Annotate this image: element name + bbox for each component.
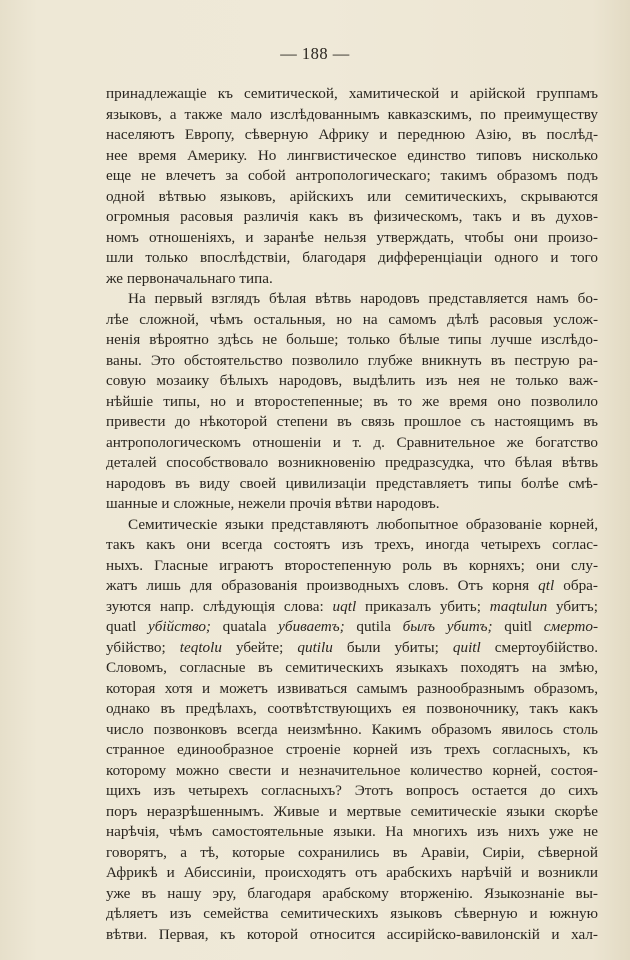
text-run: quatl <box>106 618 137 635</box>
text-line <box>106 699 598 720</box>
text-run: Африкѣ и Абиссиніи, происходятъ отъ арабскихъ нарѣчій и возникли <box>106 864 598 881</box>
text-line <box>106 84 598 105</box>
text-line <box>106 412 598 433</box>
text-line <box>106 330 598 351</box>
text-line <box>106 843 598 864</box>
text-run: На первый взглядъ бѣлая вѣтвь народовъ представляется намъ бо- <box>128 290 598 307</box>
text-run: такъ какъ они всегда состоятъ изъ трехъ, иногда четырехъ соглас- <box>106 536 598 553</box>
text-run: которому можно свести и незначительное количество корней, состоя- <box>106 761 598 779</box>
text-run: вѣтви. Первая, къ которой относится ассирійско-вавилонскій и хал- <box>106 925 598 943</box>
text-run: огромныя расовыя различія какъ въ физическомъ, такъ и въ духов- <box>106 208 598 225</box>
text-run: которая хотя и можетъ извиваться самымъ разнообразнымъ образомъ, <box>106 679 598 697</box>
text-run: уже въ нашу эру, благодаря арабскому вторженію. Языкознаніе вы- <box>106 884 598 902</box>
text-run: нѣйшіе типы, но и второстепенные; въ то же время оно позволило <box>106 392 598 410</box>
text-run: шанные и сложные, нежели прочія вѣтви народовъ. <box>106 495 440 512</box>
text-line <box>106 105 598 126</box>
text-line <box>106 248 598 269</box>
text-run: Словомъ, согласные въ семитическихъ языкахъ походятъ на змѣю, <box>106 659 598 676</box>
text-line <box>106 720 598 741</box>
text-run: одной вѣтвью языковъ, арійскихъ или семитическихъ, скрываются <box>106 187 598 205</box>
text-run: народовъ въ виду своей цивилизаціи представляетъ типы болѣе смѣ- <box>106 474 598 492</box>
text-run: приказалъ убить; <box>356 597 490 615</box>
text-run: антропологическомъ отношеніи и т. д. Сравнительное же богатство <box>106 433 598 451</box>
text-run: лѣе сложной, чѣмъ остальныя, но на самомъ дѣлѣ расовыя услож- <box>106 310 598 328</box>
text-run: деталей способствовало возникновенію предразсудка, что бѣлая вѣтвь <box>106 454 598 471</box>
text-run: говорятъ, а тѣ, которые сохранились въ Аравіи, Сиріи, сѣверной <box>106 843 598 861</box>
text-run: число позвонковъ всегда неизмѣнно. Какимъ образомъ явилось столь <box>106 720 598 738</box>
text-line <box>106 576 598 597</box>
text-line <box>106 187 598 208</box>
text-run: были убиты; <box>332 638 453 656</box>
text-line <box>106 822 598 843</box>
text-line <box>106 638 598 659</box>
text-line <box>106 433 598 454</box>
text-run: смертоубійство. <box>480 638 598 656</box>
text-run: жатъ лишь для образованія производныхъ словъ. Отъ корня <box>106 577 539 594</box>
text-line <box>106 740 598 761</box>
text-run: же первоначальнаго типа. <box>106 269 273 287</box>
text-line <box>106 761 598 782</box>
text-run: поръ неразрѣшеннымъ. Живые и мертвые семитическіе языки скорѣе <box>106 802 598 820</box>
transliteration: смерто- <box>532 618 598 635</box>
text-line <box>106 802 598 823</box>
text-run: щихъ изъ четырехъ согласныхъ? Этотъ вопросъ остается до сихъ <box>106 782 598 799</box>
text-run: еще не влечетъ за собой антропологическаго; такимъ образомъ подъ <box>106 167 598 184</box>
text-line <box>106 207 598 228</box>
page-number: — 188 — <box>280 44 350 63</box>
transliteration: maqtulun <box>489 597 548 615</box>
text-line <box>106 166 598 187</box>
text-line <box>106 597 598 618</box>
text-run: убійство; <box>106 638 180 656</box>
text-line <box>106 228 598 249</box>
text-line <box>106 310 598 331</box>
text-line <box>106 904 598 925</box>
text-line <box>106 515 598 536</box>
text-run: quatala <box>222 618 267 635</box>
text-line <box>106 556 598 577</box>
text-run: совую мозаику бѣлыхъ народовъ, выдѣлить изъ нея не только важ- <box>106 372 598 389</box>
text-run: языковъ, а также мало изслѣдованнымъ кавказскимъ, по преимуществу <box>106 105 598 123</box>
text-run: нее время Америку. Но лингвистическое единство типовъ нисколько <box>106 146 598 164</box>
text-run: убитъ; <box>547 597 598 615</box>
text-line <box>106 371 598 392</box>
text-run: зуются напр. слѣдующія слова: <box>106 597 333 615</box>
transliteration: qtl <box>538 577 555 594</box>
text-run: населяютъ Европу, сѣверную Африку и переднюю Азію, въ послѣд- <box>106 126 598 143</box>
transliteration: убійство; <box>136 618 223 635</box>
text-run: ваны. Это обстоятельство позволило глубже вникнуть въ пеструю ра- <box>106 351 598 369</box>
text-run: шли только впослѣдствіи, благодаря дифференціаціи одного и того <box>106 249 598 266</box>
text-line <box>106 535 598 556</box>
text-run: номъ отношеніяхъ, и заранѣе нельзя утверждать, чтобы они произо- <box>106 228 598 246</box>
text-line <box>106 269 598 290</box>
text-run: принадлежащіе къ семитической, хамитической и арійской группамъ <box>106 85 598 102</box>
text-run: нарѣчія, чѣмъ самостоятельные языки. На многихъ изъ нихъ уже не <box>106 823 598 840</box>
text-run: ныхъ. Гласные играютъ второстепенную роль въ корняхъ; они слу- <box>106 556 598 574</box>
transliteration: убиваетъ; <box>266 618 357 635</box>
text-line <box>106 146 598 167</box>
transliteration: teqtolu <box>179 638 222 656</box>
body-text <box>106 84 598 945</box>
text-run: странное единообразное строеніе корней изъ трехъ согласныхъ, къ <box>106 741 598 758</box>
text-run: Семитическіе языки представляютъ любопытное образованіе корней, <box>128 515 598 533</box>
text-line <box>106 863 598 884</box>
transliteration: uqtl <box>332 597 357 615</box>
text-line <box>106 679 598 700</box>
text-run: qutila <box>356 618 391 635</box>
text-line <box>106 351 598 372</box>
text-line <box>106 289 598 310</box>
transliteration: былъ убитъ; <box>390 618 505 635</box>
text-line <box>106 617 598 638</box>
text-run: однако въ предѣлахъ, соотвѣтствующихъ ея позвоночнику, такъ какъ <box>106 700 598 717</box>
text-line <box>106 453 598 474</box>
transliteration: quitl <box>452 638 481 656</box>
text-line <box>106 925 598 946</box>
text-line <box>106 884 598 905</box>
text-line <box>106 392 598 413</box>
text-run: дѣляетъ изъ семейства семитическихъ языковъ сѣверную и южную <box>106 905 598 922</box>
transliteration: qutilu <box>297 638 333 656</box>
text-run: обра- <box>554 577 598 594</box>
text-run: ненія вѣроятно здѣсь не больше; только бѣлые типы лучше изслѣдо- <box>106 331 598 348</box>
text-run: quitl <box>504 618 533 635</box>
text-line <box>106 125 598 146</box>
text-line <box>106 658 598 679</box>
text-line <box>106 494 598 515</box>
text-run: привести до нѣкоторой степени въ связь прошлое съ настоящимъ въ <box>106 413 598 430</box>
text-line <box>106 781 598 802</box>
text-line <box>106 474 598 495</box>
text-run: убейте; <box>221 638 298 656</box>
